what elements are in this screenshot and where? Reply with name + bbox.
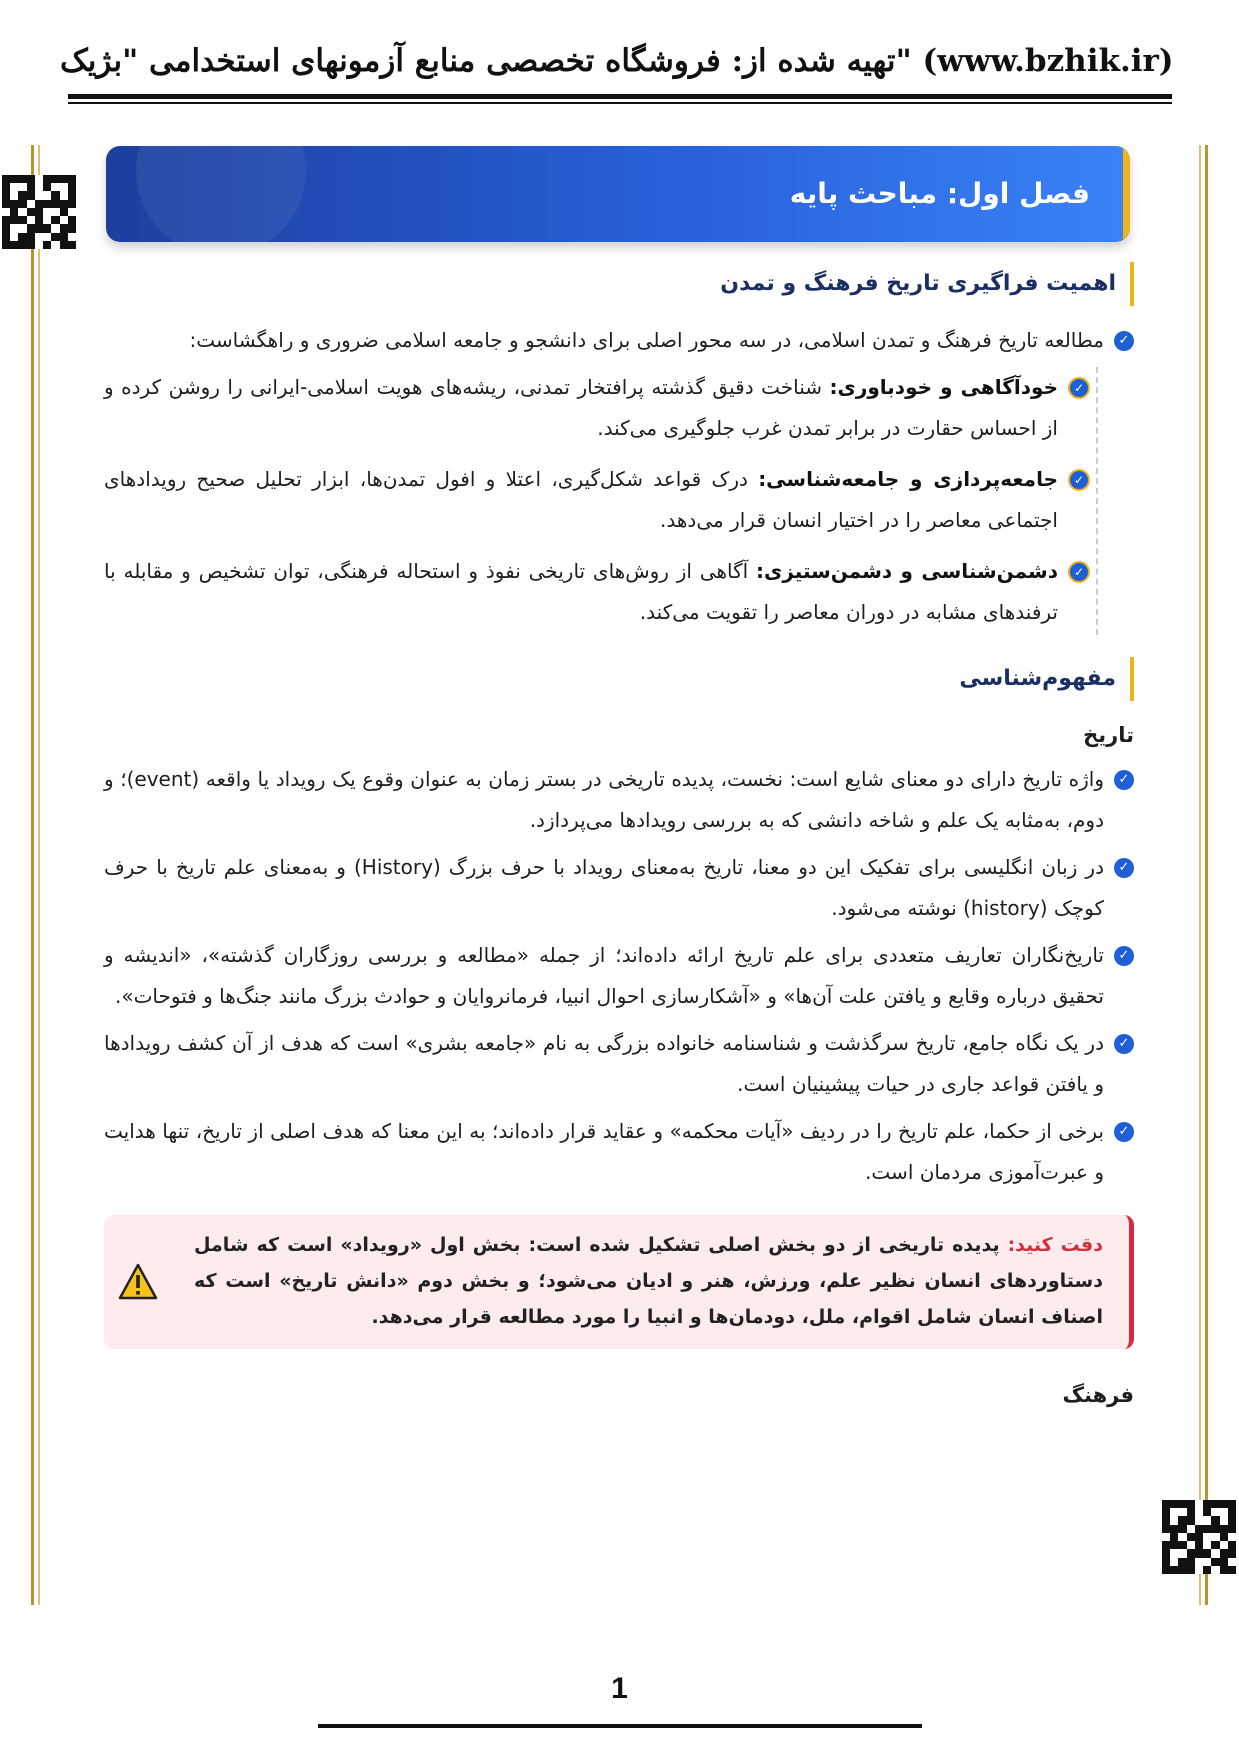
- check-badge-icon: ✓: [1068, 469, 1090, 491]
- list-item: ✓ در یک نگاه جامع، تاریخ سرگذشت و شناسنامه خانواده بزرگی به نام «جامعه بشری» است که هدف از آن کشف رویدادها و یافتن قواعد جاری در حیات پیشینیان است.: [104, 1023, 1134, 1105]
- subheading-history: تاریخ: [1083, 723, 1134, 747]
- check-badge-icon: ✓: [1068, 377, 1090, 399]
- list-item: ✓ در زبان انگلیسی برای تفکیک این دو معنا، تاریخ به‌معنای رویداد با حرف بزرگ (History) و به‌معنای علم تاریخ با حرف کوچک (history) نوشته می‌شود.: [104, 847, 1134, 929]
- header-rule-thin: [68, 102, 1172, 104]
- list-item: ✓ مطالعه تاریخ فرهنگ و تمدن اسلامی، در سه محور اصلی برای دانشجو و جامعه اسلامی ضروری و راهگشاست:: [104, 320, 1134, 361]
- check-circle-icon: ✓: [1114, 331, 1134, 351]
- qr-code-bottom-right: [1162, 1500, 1236, 1574]
- list-item: ✓ خودآگاهی و خودباوری: شناخت دقیق گذشته پرافتخار تمدنی، ریشه‌های هویت اسلامی-ایرانی را روشن کرده و از احساس حقارت در برابر تمدن غرب جلوگیری می‌کند.: [104, 367, 1090, 449]
- qr-code-top-left: [2, 175, 76, 249]
- list-item: ✓ جامعه‌پردازی و جامعه‌شناسی: درک قواعد شکل‌گیری، اعتلا و افول تمدن‌ها، ابزار تحلیل صحیح رویدادهای اجتماعی معاصر را در اختیار انسان قرار می‌دهد.: [104, 459, 1090, 541]
- attention-note: [104, 1215, 1134, 1349]
- footer-rule: [318, 1724, 922, 1728]
- check-circle-icon: ✓: [1114, 1122, 1134, 1142]
- importance-sublist: [104, 367, 1098, 635]
- list-item: ✓ برخی از حکما، علم تاریخ را در ردیف «آیات محکمه» و عقاید قرار داده‌اند؛ به این معنا که هدف اصلی از تاریخ، تنها هدایت و عبرت‌آموزی مردمان است.: [104, 1111, 1134, 1193]
- right-border-frame: [1191, 145, 1211, 1605]
- list-item: ✓ واژه تاریخ دارای دو معنای شایع است: نخست، پدیده تاریخی در بستر زمان به عنوان وقوع یک رویداد یا واقعه (event)؛ و دوم، به‌مثابه یک علم و شاخه دانشی که به بررسی رویدادها می‌پردازد.: [104, 759, 1134, 841]
- check-circle-icon: ✓: [1114, 858, 1134, 878]
- header-rule: [68, 94, 1172, 99]
- banner-accent: [1123, 146, 1130, 242]
- page-header: تهیه شده از: فروشگاه تخصصی منابع آزمونهای استخدامی "بژیک" (www.bzhik.ir): [60, 43, 1174, 79]
- section-heading-importance: اهمیت فراگیری تاریخ فرهنگ و تمدن: [104, 262, 1134, 306]
- subheading-culture: فرهنگ: [1062, 1383, 1134, 1407]
- chapter-title: فصل اول: مباحث پایه: [789, 177, 1090, 210]
- check-badge-icon: ✓: [1068, 561, 1090, 583]
- main-content: [104, 262, 1134, 1415]
- check-circle-icon: ✓: [1114, 1034, 1134, 1054]
- list-item: ✓ تاریخ‌نگاران تعاریف متعددی برای علم تاریخ ارائه داده‌اند؛ از جمله «مطالعه و بررسی روزگاران گذشته»، «اندیشه و تحقیق درباره وقایع و یافتن علت آن‌ها» و «آشکارسازی احوال انبیا، فرمانروایان و حوادث بزرگ مانند جنگ‌ها و فتوحات».: [104, 935, 1134, 1017]
- left-border-frame: [28, 145, 48, 1605]
- note-label: دقت کنید:: [1007, 1234, 1103, 1256]
- chapter-banner: [106, 146, 1130, 242]
- list-item: ✓ دشمن‌شناسی و دشمن‌ستیزی: آگاهی از روش‌های تاریخی نفوذ و استحاله فرهنگی، توان تشخیص و مقابله با ترفندهای مشابه در دوران معاصر را تقویت می‌کند.: [104, 551, 1090, 633]
- note-text: پدیده تاریخی از دو بخش اصلی تشکیل شده است: بخش اول «رویداد» است که شامل دستاوردهای انسان نظیر علم، ورزش، هنر و ادیان می‌شود؛ و بخش دوم «دانش تاریخ» است که اصناف انسان شامل اقوام، ملل، دودمان‌ها و انبیا را مورد مطالعه قرار می‌دهد.: [194, 1234, 1103, 1328]
- check-circle-icon: ✓: [1114, 770, 1134, 790]
- section-heading-terminology: مفهوم‌شناسی: [104, 657, 1134, 701]
- check-circle-icon: ✓: [1114, 946, 1134, 966]
- page-number: 1: [611, 1672, 628, 1705]
- warning-icon: [118, 1262, 158, 1302]
